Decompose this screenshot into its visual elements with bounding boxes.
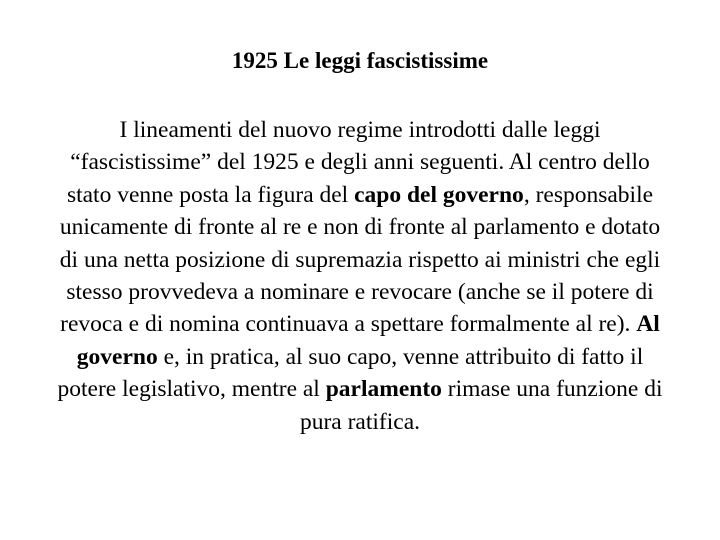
- slide-title: 1925 Le leggi fascistissime: [231, 48, 489, 73]
- text-segment-2: , responsabile unicamente di fronte al re e non di fronte al parlamento e dotato di una netta posizione di supremazia rispetto ai ministri che egli stesso provvedeva a nominare e revocare (anche se il potere di revoca e di nomina continuava a spettare formalmente al re).: [59, 181, 661, 338]
- bold-parlamento: parlamento: [325, 376, 442, 403]
- bold-capo-del-governo: capo del governo: [354, 181, 524, 208]
- text-segment-1: I lineamenti del nuovo regime introdotti dalle leggi “fascistissime” del 1925 e degli anni seguenti. Al centro dello stato venne posta la figura del: [66, 117, 650, 208]
- body-paragraph: [55, 114, 665, 438]
- bold-al-governo: Al governo: [76, 311, 660, 370]
- text-segment-3: e, in pratica, al suo capo, venne attribuito di fatto il potere legislativo, mentre al: [57, 343, 644, 403]
- text-segment-4: rimase una funzione di pura ratifica.: [299, 376, 663, 435]
